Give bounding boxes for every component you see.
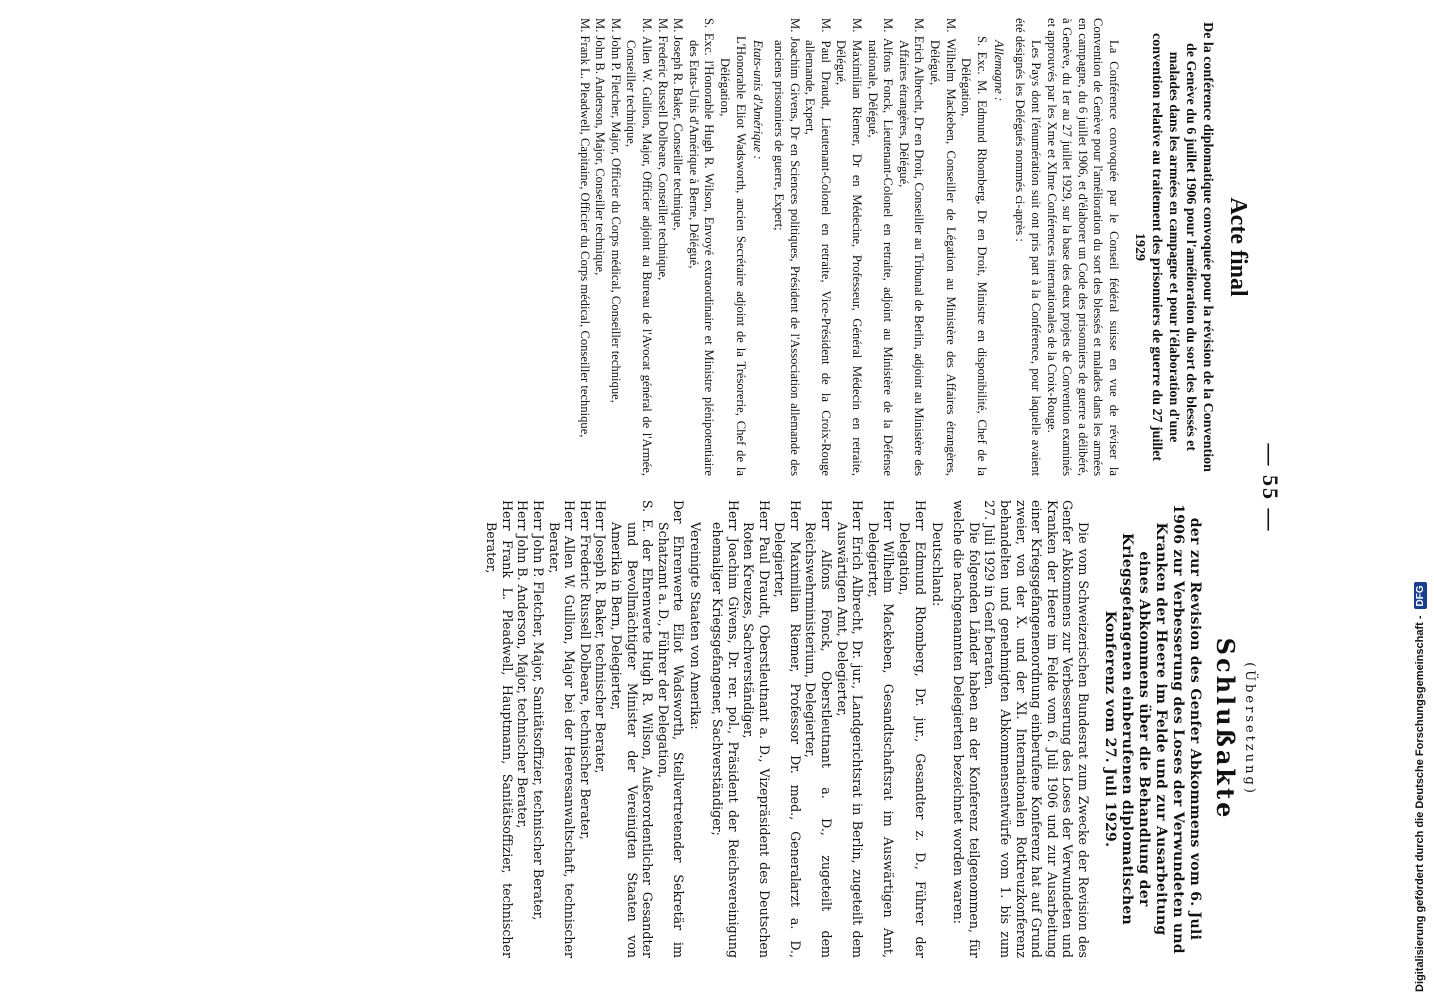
list-item: Herr Joseph R. Baker, technischer Berater, <box>593 500 609 774</box>
german-delegates-germany <box>709 500 927 958</box>
list-item: Herr Joachim Givens, Dr. rer. pol., Präsident der Reichsvereinigung ehemaliger Kriegsgefangener, Sachverständiger; <box>709 500 741 958</box>
german-paragraph-1: Die vom Schweizerischen Bundesrat zum Zwecke der Revision des Genfer Abkommens zur Verbesserung des Loses der Verwundeten und Kranken der Heere im Felde vom 6. Juli 1906 und zur Ausarbeitung einer Kriegsgefangenenordnung einberufene Konferenz hat auf Grund zweier, von der X. und der XI. Internationalen Rotkreuzkonferenz behandelten und genehmigten Abkommensentwürfe vom 1. bis zum 27. Juli 1929 in Genf beraten. <box>982 500 1091 958</box>
list-item: M. Maximilian Riemer, Dr en Médecine, Professeur, Général Médecin en retraite, Délégué, <box>834 18 865 476</box>
page-number: — 55 — <box>1258 443 1283 533</box>
french-paragraph-1: La Conférence convoquée par le Conseil fédéral suisse en vue de réviser la Convention de Genève pour l'amélioration du sort des blessés et malades dans les armées en campagne, du 6 juillet 1906, et d'élaborer un Code des prisonniers de guerre a délibéré, à Genève, du 1er au 27 juillet 1929, sur la base des deux projets de Convention examinés et approuvés par les Xme et XIme Conférences internationales de la Croix-Rouge. <box>1044 18 1121 476</box>
digitization-credit-text: Digitalisierung gefördert durch die Deutsche Forschungsgemeinschaft - <box>1414 615 1426 992</box>
german-country-usa: Vereinigte Staaten von Amerika: <box>688 522 704 730</box>
list-item: S. Exc. M. Edmund Rhomberg, Dr en Droit, Ministre en disponibilité, Chef de la Délégation, <box>959 36 989 476</box>
rotated-page <box>0 8 1285 968</box>
french-country-usa: Etats-unis d'Amérique : <box>750 40 765 160</box>
list-item: Herr Maximilian Riemer, Professor Dr. med., Generalarzt a. D., Delegierter, <box>772 500 803 958</box>
list-item: M. John P. Fletcher, Major, Officier du Corps médical, Conseiller technique, <box>608 18 623 403</box>
list-item: M. Joachim Givens, Dr en Sciences politiques, Président de l'Association allemande des anciens prisonniers de guerre, Expert; <box>772 18 802 476</box>
list-item: M. Erich Albrecht, Dr en Droit, Conseiller au Tribunal de Berlin, adjoint au Ministère des Affaires étrangères, Délégué, <box>896 18 927 476</box>
list-item: Herr John P. Fletcher, Major, Sanitätsoffizier, technischer Berater, <box>531 500 546 921</box>
french-country-germany: Allemagne : <box>991 40 1006 102</box>
german-column <box>0 500 1257 958</box>
list-item: M. Wilhelm Mackeben, Conseiller de Légation au Ministère des Affaires étrangères, Délégué, <box>928 18 958 476</box>
list-item: M. Joseph R. Baker, Conseiller technique, <box>671 18 686 231</box>
list-item: M. John B. Anderson, Major, Conseiller technique, <box>593 18 608 276</box>
german-delegates-usa <box>484 500 687 958</box>
list-item: L'Honorable Eliot Wadsworth, ancien Secrétaire adjoint de la Trésorerie, Chef de la Délégation, <box>717 36 748 476</box>
list-item: M. Alfons Fonck, Lieutenant-Colonel en retraite, adjoint au Ministère de la Défense nationale, Délégué, <box>865 18 896 476</box>
dfg-logo-icon: DFG <box>1414 582 1427 609</box>
list-item: Herr Edmund Rhomberg, Dr. jur., Gesandter z. D., Führer der Delegation, <box>897 500 928 958</box>
german-country-germany: Deutschland: <box>929 522 945 607</box>
list-item: M. Paul Draudt, Lieutenant-Colonel en retraite, Vice-Président de la Croix-Rouge allemande, Expert, <box>803 18 833 476</box>
french-delegates-germany <box>771 18 989 476</box>
list-item: M. Frederic Russell Dolbeare, Conseiller technique, <box>655 18 670 281</box>
french-subtitle: De la conférence diplomatique convoquée pour la révision de la Convention de Genève du 6 juillet 1906 pour l'amélioration du sort des blessés et malades dans les armées en campagne et pour l'élaboration d'une convention relative au traitement des prisonniers de guerre du 27 juillet 1929 <box>1132 22 1215 472</box>
french-paragraph-2: Les Pays dont l'énumération suit ont pris part à la Conférence, pour laquelle avaient été désignés les Délégués nommés ci-après : <box>1013 18 1044 476</box>
list-item: Herr Wilhelm Mackeben, Gesandtschaftsrat im Auswärtigen Amt, Delegierter, <box>865 500 897 958</box>
german-subtitle: der zur Revision des Genfer Abkommens vom 6. Juli 1906 zur Verbesserung des Loses der Verwundeten und Kranken der Heere im Felde und zur Ausarbeitung eines Abkommens über die Behandlung der Kriegsgefangenen einberufenen diplomatischen Konferenz vom 27. Juli 1929. <box>1102 504 1203 954</box>
list-item: S. Exc. l'Honorable Hugh R. Wilson, Envoyé extraordinaire et Ministre plénipotentiaire des Etats-Unis d'Amérique à Berne, Délégué, <box>686 18 717 476</box>
german-paragraph-2: Die folgenden Länder haben an der Konferenz teilgenommen, für welche die nachgenannten Delegierten bezeichnet worden waren: <box>951 500 982 958</box>
list-item: S. E. der Ehrenwerte Hugh R. Wilson, Außerordentlicher Gesandter und Bevollmächtigter Minister der Vereinigten Staaten von Amerika in Bern, Delegierter, <box>608 500 656 958</box>
list-item: M. Frank L. Pleadwell, Capitaine, Officier du Corps médical, Conseiller technique, <box>577 18 592 438</box>
french-title: Acte final <box>1225 197 1251 297</box>
list-item: Herr Alfons Fonck, Oberstleutnant a. D., zugeteilt dem Reichswehrministerium, Delegierter, <box>803 500 835 958</box>
list-item: Herr Paul Draudt, Oberstleutnant a. D., Vizepräsident des Deutschen Roten Kreuzes, Sachverständiger, <box>741 500 772 958</box>
list-item: Herr Allen W. Gullion, Major bei der Heeresanwaltschaft, technischer Berater, <box>546 500 578 958</box>
german-title: Schlußakte <box>1211 637 1240 821</box>
german-translation-note: (Übersetzung) <box>1242 662 1257 796</box>
french-column <box>0 18 1251 476</box>
list-item: M. Allen W. Gullion, Major, Officier adjoint au Bureau de l'Avocat général de l'Armée, Conseiller technique, <box>624 18 654 476</box>
list-item: Herr Erich Albrecht, Dr. jur., Landgerichtsrat in Berlin, zugeteilt dem Auswärtigen Amt, Delegierter, <box>834 500 866 958</box>
french-delegates-usa <box>576 18 748 476</box>
list-item: Der Ehrenwerte Eliot Wadsworth, Stellvertretender Sekretär im Schatzamt a. D., Führer der Delegation, <box>655 500 687 958</box>
digitization-credit <box>1408 0 1432 1000</box>
list-item: Herr Frederic Russell Dolbeare, technischer Berater, <box>577 500 593 840</box>
list-item: Herr Frank L. Pleadwell, Hauptmann, Sanitätsoffizier, technischer Berater, <box>484 500 515 958</box>
list-item: Herr John B. Anderson, Major, technischer Berater, <box>515 500 531 829</box>
